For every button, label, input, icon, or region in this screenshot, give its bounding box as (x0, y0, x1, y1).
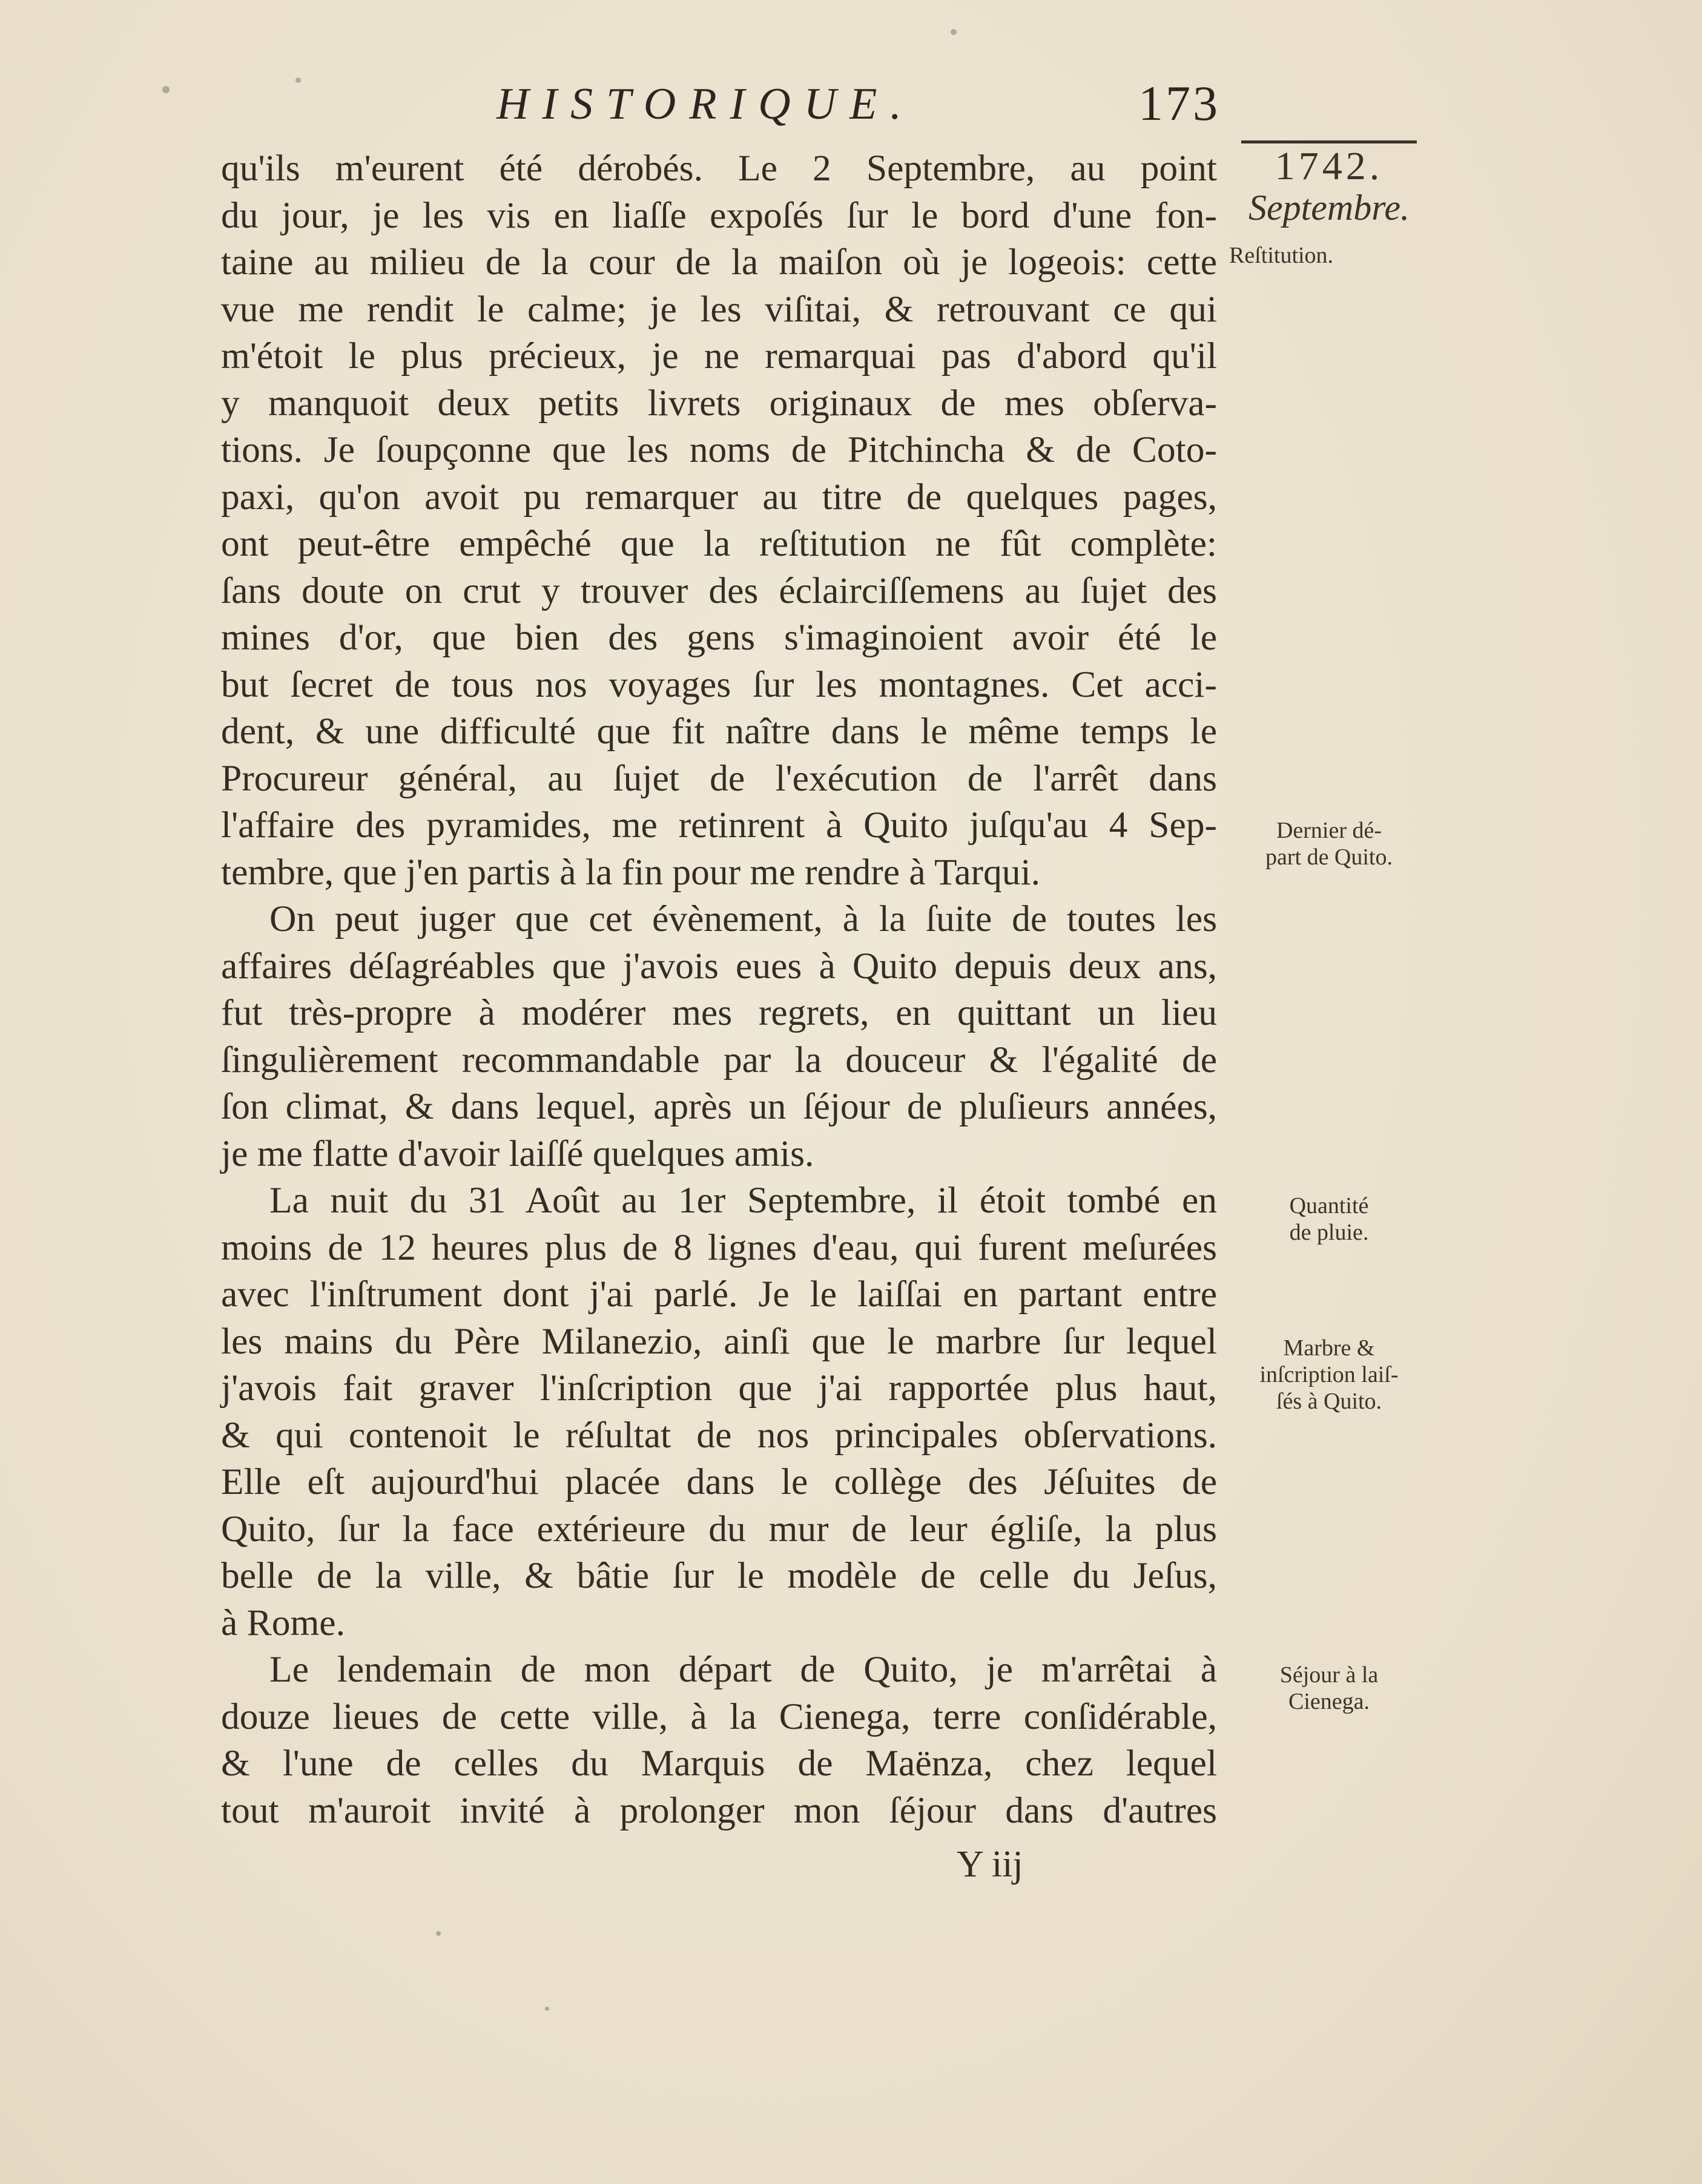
text-line: Elle eſt aujourd'hui placée dans le collège des Jéſuites de (221, 1461, 1217, 1502)
text-line: mines d'or, que bien des gens s'imaginoient avoir été le (221, 617, 1217, 658)
text-line: tembre, que j'en partis à la fin pour me rendre à Tarqui. (221, 851, 1040, 893)
paper-speck (951, 29, 957, 35)
text-line: but ſecret de tous nos voyages ſur les montagnes. Cet acci- (221, 663, 1217, 705)
text-line: ſans doute on crut y trouver des éclairciſſemens au ſujet des (221, 570, 1217, 611)
margin-note-marble (1229, 1335, 1429, 1415)
margin-note-text: part de Quito. (1265, 844, 1393, 870)
text-line: ſon climat, & dans lequel, après un ſéjour de pluſieurs années, (221, 1086, 1217, 1127)
text-line: La nuit du 31 Août au 1er Septembre, il étoit tombé en (269, 1180, 1217, 1221)
text-line: taine au milieu de la cour de la maiſon où je logeois: cette (221, 242, 1217, 283)
text-line: l'affaire des pyramides, me retinrent à Quito juſqu'au 4 Sep- (221, 804, 1217, 846)
margin-note-text: de pluie. (1289, 1220, 1369, 1245)
text-line: y manquoit deux petits livrets originaux de mes obſerva- (221, 382, 1217, 424)
paper-speck (436, 1931, 441, 1936)
margin-note-text: ſés à Quito. (1276, 1389, 1382, 1414)
margin-note-text: Quantité (1289, 1193, 1369, 1219)
margin-note-text: Séjour à la (1279, 1662, 1379, 1688)
text-line: & qui contenoit le réſultat de nos principales obſervations. (221, 1414, 1217, 1456)
running-title: HISTORIQUE. (496, 79, 915, 129)
margin-note-text: Cienega. (1288, 1689, 1370, 1714)
text-line: j'avois fait graver l'inſcription que j'ai rapportée plus haut, (221, 1367, 1217, 1409)
page-header (496, 76, 1223, 133)
margin-note-restitution (1229, 242, 1429, 269)
text-line: Procureur général, au ſujet de l'exécution de l'arrêt dans (221, 757, 1217, 799)
text-line: tout m'auroit invité à prolonger mon ſéjour dans d'autres (221, 1789, 1217, 1831)
text-line: paxi, qu'on avoit pu remarquer au titre de quelques pages, (221, 476, 1217, 518)
text-line: les mains du Père Milanezio, ainſi que le marbre ſur lequel (221, 1320, 1217, 1362)
text-line: ſingulièrement recommandable par la douceur & l'égalité de (221, 1039, 1217, 1080)
text-line: On peut juger que cet évènement, à la ſuite de toutes les (269, 898, 1217, 939)
margin-note-text: inſcription laiſ- (1259, 1362, 1399, 1387)
text-line: vue me rendit le calme; je les viſitai, & retrouvant ce qui (221, 288, 1217, 330)
margin-note-text: Dernier dé- (1276, 818, 1382, 843)
page-number: 173 (1138, 76, 1220, 131)
text-line: belle de la ville, & bâtie ſur le modèle de celle du Jeſus, (221, 1555, 1217, 1596)
margin-year: 1742. (1275, 144, 1384, 188)
text-line: & l'une de celles du Marquis de Maënza, chez lequel (221, 1743, 1217, 1784)
text-line: moins de 12 heures plus de 8 lignes d'eau, qui furent meſurées (221, 1226, 1217, 1268)
paper-speck (295, 77, 301, 83)
margin-note-text: Marbre & (1283, 1335, 1375, 1361)
text-line: qu'ils m'eurent été dérobés. Le 2 Septembre, au point (221, 148, 1217, 189)
text-line: Le lendemain de mon départ de Quito, je m'arrêtai à (269, 1649, 1217, 1690)
body-text (221, 145, 1217, 1834)
paper-speck (162, 86, 170, 93)
margin-rule (1241, 140, 1417, 143)
margin-note-text: Reſtitution. (1229, 243, 1334, 268)
text-line: m'étoit le plus précieux, je ne remarquai pas d'abord qu'il (221, 335, 1217, 377)
text-line: du jour, je les vis en liaſſe expoſés ſur le bord d'une fon- (221, 194, 1217, 236)
text-line: fut très-propre à modérer mes regrets, en quittant un lieu (221, 992, 1217, 1033)
paper-speck (545, 2007, 549, 2011)
margin-month: Septembre. (1248, 188, 1410, 228)
text-line: dent, & une difficulté que fit naître dans le même temps le (221, 711, 1217, 752)
text-line: douze lieues de cette ville, à la Cienega, terre conſidérable, (221, 1696, 1217, 1737)
text-line: je me flatte d'avoir laiſſé quelques amis. (221, 1133, 814, 1174)
text-line: tions. Je ſoupçonne que les noms de Pitchincha & de Coto- (221, 429, 1217, 470)
margin-note-departure (1229, 817, 1429, 870)
text-line: avec l'inſtrument dont j'ai parlé. Je le laiſſai en partant entre (221, 1274, 1217, 1315)
text-line: ont peut-être empêché que la reſtitution ne fût complète: (221, 523, 1217, 564)
text-line: affaires déſagréables que j'avois eues à Quito depuis deux ans, (221, 945, 1217, 987)
margin-note-date (1229, 145, 1429, 228)
margin-note-sejour (1229, 1662, 1429, 1715)
text-line: Quito, ſur la face extérieure du mur de leur égliſe, la plus (221, 1508, 1217, 1550)
margin-note-rain (1229, 1192, 1429, 1246)
signature-mark: Y iij (957, 1844, 1023, 1885)
text-line: à Rome. (221, 1602, 345, 1643)
